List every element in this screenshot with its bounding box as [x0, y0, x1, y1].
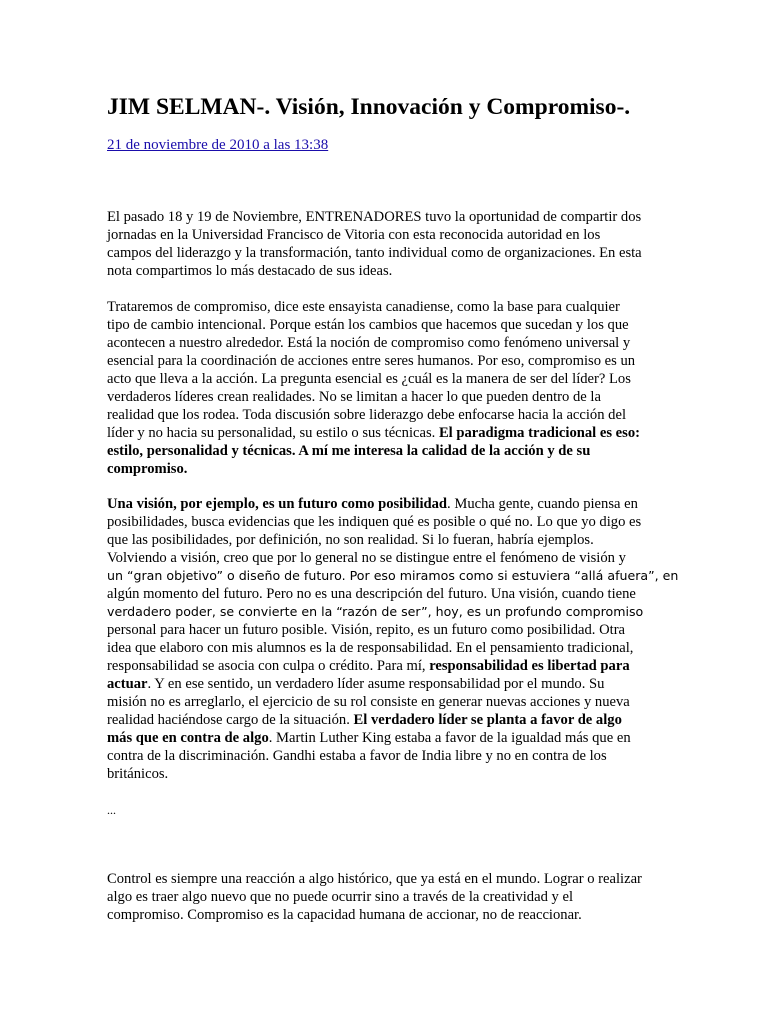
compromiso-paragraph: [107, 298, 662, 478]
paragraph-line: posibilidades, busca evidencias que les indiquen qué es posible o qué no. Lo que yo digo es: [107, 514, 642, 530]
paragraph-line: personal para hacer un futuro posible. Visión, repito, es un futuro como posibilidad. Otra: [107, 622, 626, 638]
line-text: . Martin Luther King estaba a favor de la igualdad más que en: [268, 730, 631, 746]
vision-paragraph: [107, 495, 679, 783]
paragraph-line: [107, 657, 662, 675]
paragraph-line: tipo de cambio intencional. Porque están los cambios que hacemos que sucedan y los que: [107, 317, 629, 333]
paragraph-line: El pasado 18 y 19 de Noviembre, ENTRENADORES tuvo la oportunidad de compartir dos: [107, 209, 642, 225]
intro-paragraph: [107, 208, 662, 280]
line-text: realidad haciéndose cargo de la situación.: [107, 712, 354, 728]
bold-text: El paradigma tradicional es eso:: [438, 425, 641, 441]
bold-line: compromiso.: [107, 461, 188, 477]
paragraph-line: realidad que los rodea. Toda discusión sobre liderazgo debe enfocarse hacia la acción del: [107, 407, 626, 423]
paragraph-line: jornadas en la Universidad Francisco de Vitoria con esta reconocida autoridad en los: [107, 227, 601, 243]
paragraph-line: [107, 495, 662, 513]
ellipsis: ...: [107, 803, 116, 817]
page-title: JIM SELMAN-. Visión, Innovación y Compromiso-.: [107, 94, 631, 120]
line-text: . Y en ese sentido, un verdadero líder asume responsabilidad por el mundo. Su: [147, 676, 605, 692]
paragraph-line: misión no es arreglarlo, el ejercicio de su rol consiste en generar nuevas acciones y nueva: [107, 694, 630, 710]
paragraph-line: un “gran objetivo” o diseño de futuro. Por eso miramos como si estuviera “allá afuera”, en: [107, 568, 679, 583]
paragraph-line: [107, 711, 662, 729]
bold-text: El verdadero líder se planta a favor de algo: [353, 712, 622, 728]
paragraph-line: acto que lleva a la acción. La pregunta esencial es ¿cuál es la manera de ser del líder? Los: [107, 371, 631, 387]
paragraph-line: compromiso. Compromiso es la capacidad humana de accionar, no de reaccionar.: [107, 907, 582, 923]
line-text: . Mucha gente, cuando piensa en: [447, 496, 638, 512]
line-text: líder y no hacia su personalidad, su estilo o sus técnicas.: [107, 425, 439, 441]
control-paragraph: [107, 870, 662, 924]
paragraph-line: nota compartimos lo más destacado de sus ideas.: [107, 263, 393, 279]
paragraph-line: acontecen a nuestro alrededor. Está la noción de compromiso como fenómeno universal y: [107, 335, 631, 351]
paragraph-line: algún momento del futuro. Pero no es una descripción del futuro. Una visión, cuando tiene: [107, 586, 636, 602]
bold-line: estilo, personalidad y técnicas. A mí me interesa la calidad de la acción y de su: [107, 443, 591, 459]
paragraph-line: Trataremos de compromiso, dice este ensayista canadiense, como la base para cualquier: [107, 299, 620, 315]
bold-text: responsabilidad es libertad para: [429, 658, 630, 674]
paragraph-line: contra de la discriminación. Gandhi estaba a favor de India libre y no en contra de los: [107, 748, 607, 764]
paragraph-line: [107, 675, 662, 693]
paragraph-line: esencial para la coordinación de acciones entre seres humanos. Por eso, compromiso es un: [107, 353, 636, 369]
paragraph-line: [107, 424, 662, 442]
paragraph-line: algo es traer algo nuevo que no puede ocurrir sino a través de la creatividad y el: [107, 889, 574, 905]
bold-text: más que en contra de algo: [107, 730, 269, 746]
bold-text: Una visión, por ejemplo, es un futuro como posibilidad: [107, 496, 448, 512]
date-link[interactable]: 21 de noviembre de 2010 a las 13:38: [107, 137, 329, 153]
paragraph-line: idea que elaboro con mis alumnos es la de responsabilidad. En el pensamiento tradicional,: [107, 640, 634, 656]
bold-text: actuar: [107, 676, 148, 692]
paragraph-line: que las posibilidades, por definición, no son realidad. Si lo fueran, habría ejemplos.: [107, 532, 594, 548]
paragraph-line: verdadero poder, se convierte en la “razón de ser”, hoy, es un profundo compromiso: [107, 604, 644, 619]
paragraph-line: campos del liderazgo y la transformación, tanto individual como de organizaciones. En esta: [107, 245, 642, 261]
paragraph-line: Volviendo a visión, creo que por lo general no se distingue entre el fenómeno de visión y: [107, 550, 626, 566]
paragraph-line: británicos.: [107, 766, 169, 782]
paragraph-line: Control es siempre una reacción a algo histórico, que ya está en el mundo. Lograr o realizar: [107, 871, 642, 887]
paragraph-line: verdaderos líderes crean realidades. No se limitan a hacer lo que pueden dentro de la: [107, 389, 601, 405]
line-text: responsabilidad se asocia con culpa o crédito. Para mí,: [107, 658, 430, 674]
paragraph-line: [107, 729, 662, 747]
